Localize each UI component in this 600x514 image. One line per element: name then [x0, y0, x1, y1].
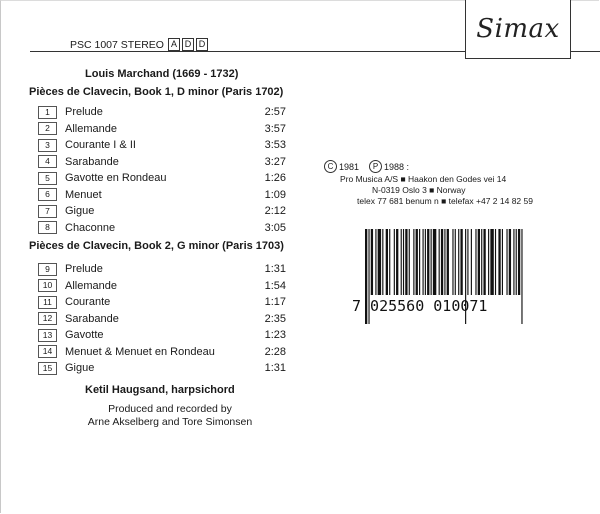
copyright-line: [324, 160, 409, 173]
simax-logo: [465, 0, 571, 59]
track-title: Gavotte: [65, 329, 104, 341]
format-box-d2: D: [196, 38, 208, 51]
track-title: Sarabande: [65, 312, 119, 325]
track-number-box: 13: [38, 329, 57, 342]
track-title: Allemande: [65, 279, 117, 292]
track-row: [38, 344, 286, 360]
barcode-digits: 7 025560 010071: [352, 297, 488, 315]
track-title: Prelude: [65, 263, 103, 275]
top-rule: [30, 51, 465, 52]
track-number-box: 11: [38, 296, 57, 309]
track-row: [38, 311, 286, 327]
performer: Ketil Haugsand, harpsichord: [85, 384, 235, 396]
track-row: [38, 187, 286, 203]
track-number-box: 15: [38, 362, 57, 375]
track-title: Courante: [65, 296, 111, 308]
catalog-number: [70, 38, 208, 51]
composer: Louis Marchand (1669 - 1732): [85, 68, 239, 80]
track-row: [38, 278, 286, 294]
track-number-box: 14: [38, 345, 57, 358]
track-number-box: 7: [38, 205, 57, 218]
phonogram-symbol: P: [369, 160, 382, 173]
track-duration: 1:26: [264, 172, 286, 184]
track-row: [38, 137, 286, 153]
track-number-box: 2: [38, 122, 57, 135]
logo-text: Simax: [476, 14, 560, 44]
credit-line-1: Produced and recorded by: [108, 403, 232, 415]
track-row: [38, 203, 286, 219]
track-title: Menuet: [65, 188, 102, 201]
track-duration: 3:27: [264, 155, 286, 168]
track-row: [38, 121, 286, 137]
track-title: Allemande: [65, 122, 117, 135]
track-duration: 1:23: [264, 329, 286, 341]
track-number-box: 1: [38, 106, 57, 119]
track-row: [38, 261, 286, 277]
copyright-year: 1981: [339, 161, 360, 172]
publisher-line-3: telex 77 681 benum n ■ telefax +47 2 14 82 59: [357, 196, 533, 206]
track-title: Menuet & Menuet en Rondeau: [65, 345, 215, 358]
track-duration: 3:53: [264, 139, 286, 151]
publisher-line-1: Pro Musica A/S ■ Haakon den Godes vei 14: [340, 174, 507, 184]
copyright-symbol: C: [324, 160, 337, 173]
track-duration: 2:28: [264, 345, 286, 358]
track-title: Courante I & II: [65, 139, 136, 151]
track-title: Gigue: [65, 205, 95, 217]
track-title: Chaconne: [65, 221, 116, 234]
track-duration: 3:05: [264, 221, 286, 234]
track-row: [38, 220, 286, 236]
top-rule-right: [569, 51, 600, 52]
track-duration: 2:35: [264, 312, 286, 325]
track-title: Prelude: [65, 106, 103, 118]
track-row: [38, 104, 286, 120]
track-number-box: 9: [38, 263, 57, 276]
track-title: Gigue: [65, 362, 95, 374]
track-duration: 1:31: [264, 263, 286, 275]
track-row: [38, 360, 286, 376]
track-duration: 2:12: [264, 205, 286, 217]
track-duration: 1:09: [264, 188, 286, 201]
book-1-title: Pièces de Clavecin, Book 1, D minor (Paris 1702): [29, 86, 284, 98]
credit-line-2: Arne Akselberg and Tore Simonsen: [87, 416, 253, 428]
track-duration: 1:31: [264, 362, 286, 374]
track-row: [38, 154, 286, 170]
track-title: Sarabande: [65, 155, 119, 168]
track-title: Gavotte en Rondeau: [65, 172, 167, 184]
publisher-line-2: N-0319 Oslo 3 ■ Norway: [372, 185, 466, 195]
track-row: [38, 170, 286, 186]
track-row: [38, 294, 286, 310]
track-number-box: 6: [38, 188, 57, 201]
phonogram-year: 1988 :: [384, 161, 410, 172]
track-number-box: 10: [38, 279, 57, 292]
track-number-box: 5: [38, 172, 57, 185]
track-duration: 2:57: [264, 106, 286, 118]
track-number-box: 8: [38, 221, 57, 234]
track-row: [38, 327, 286, 343]
catalog-code: PSC 1007 STEREO: [70, 38, 164, 51]
track-duration: 1:17: [264, 296, 286, 308]
track-number-box: 4: [38, 155, 57, 168]
track-duration: 1:54: [264, 279, 286, 292]
format-box-d1: D: [182, 38, 194, 51]
book-2-title: Pièces de Clavecin, Book 2, G minor (Paris 1703): [29, 240, 284, 252]
format-box-a: A: [168, 38, 180, 51]
track-duration: 3:57: [264, 122, 286, 135]
track-number-box: 12: [38, 312, 57, 325]
track-number-box: 3: [38, 139, 57, 152]
